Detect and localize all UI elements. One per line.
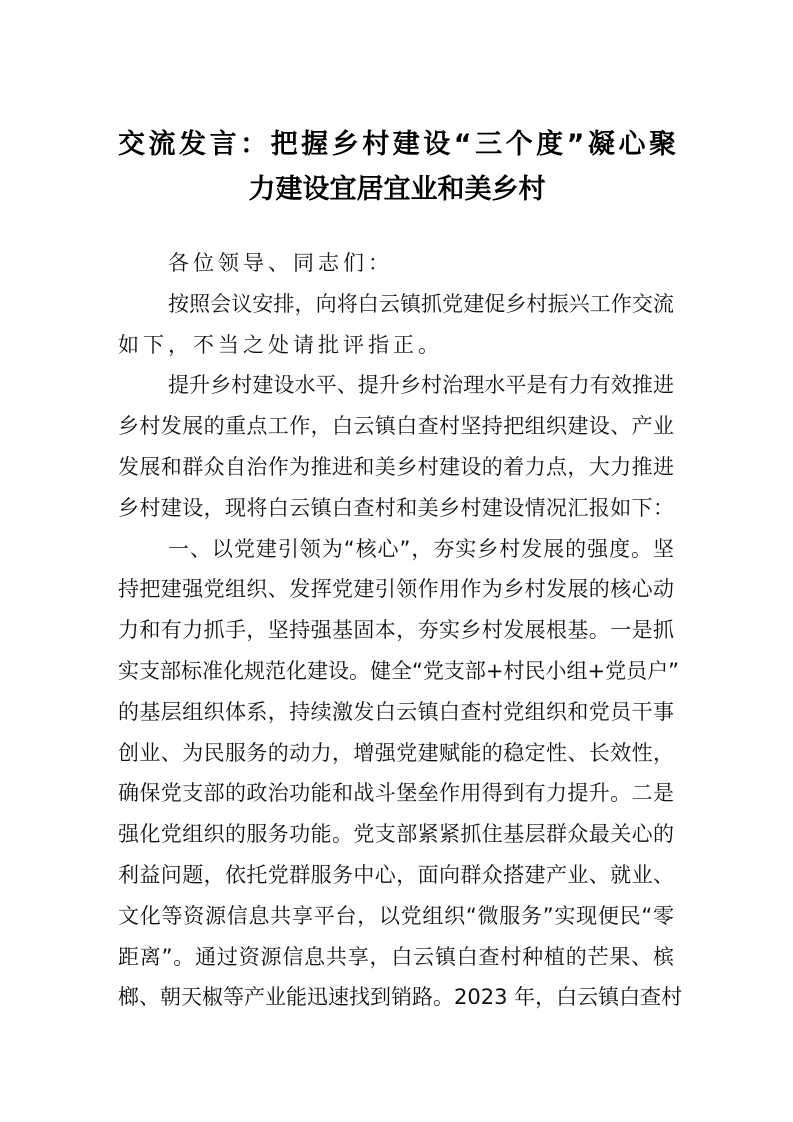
body-line: 提升乡村建设水平、提升乡村治理水平是有力有效推进 [168,373,674,398]
body-line: 力和有力抓手，坚持强基固本，夯实乡村发展根基。一是抓 [118,618,674,643]
document-body [118,243,683,1018]
body-line: 确保党支部的政治功能和战斗堡垒作用得到有力提升。二是 [118,781,674,806]
body-line: 按照会议安排，向将白云镇抓党建促乡村振兴工作交流 [168,291,674,316]
body-line: 如下，不当之处请批评指正。 [118,332,443,357]
body-line: 利益问题，依托党群服务中心，面向群众搭建产业、就业、 [118,862,674,887]
body-line: 创业、为民服务的动力，增强党建赋能的稳定性、长效性， [118,740,674,765]
body-line: 强化党组织的服务功能。党支部紧紧抓住基层群众最关心的 [118,822,674,847]
body-line: 实支部标准化规范化建设。健全“党支部+村民小组+党员户” [118,658,679,683]
body-line: 榔、朝天椒等产业能迅速找到销路。2023 年，白云镇白查村 [118,985,683,1010]
document-title-line-2: 力建设宜居宜业和美乡村 [248,174,546,205]
body-line: 发展和群众自治作为推进和美乡村建设的着力点，大力推进 [118,454,674,479]
body-line: 的基层组织体系，持续激发白云镇白查村党组织和党员干事 [118,699,674,724]
body-line: 文化等资源信息共享平台，以党组织“微服务”实现便民“零 [118,903,674,928]
body-line: 持把建强党组织、发挥党建引领作用作为乡村发展的核心动 [118,577,674,602]
body-line: 距离”。通过资源信息共享，白云镇白查村种植的芒果、槟 [118,944,674,969]
section-heading-line: 一、以党建引领为“核心”，夯实乡村发展的强度。坚 [168,536,674,561]
body-line: 乡村发展的重点工作，白云镇白查村坚持把组织建设、产业 [118,414,674,439]
salutation: 各位领导、同志们： [168,251,393,275]
body-line: 乡村建设，现将白云镇白查村和美乡村建设情况汇报如下： [118,495,674,520]
document-title-line-1: 交流发言：把握乡村建设“三个度”凝心聚 [118,129,676,160]
